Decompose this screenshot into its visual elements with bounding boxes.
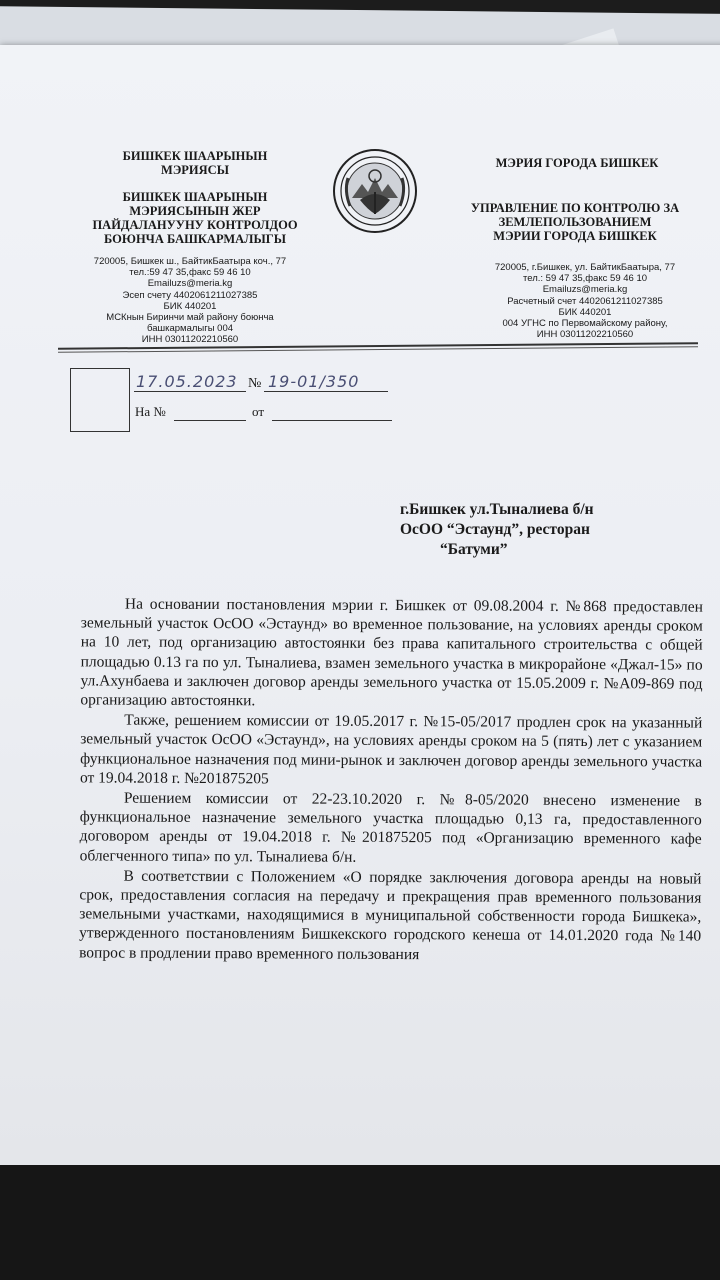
reference-date-line — [272, 420, 392, 421]
dark-table-surface — [0, 1165, 720, 1280]
left-contact-details — [65, 256, 315, 346]
right-detail-inn: ИНН 03011202210560 — [536, 329, 634, 341]
left-subtitle-line-2: МЭРИЯСЫНЫН ЖЕР — [129, 204, 261, 218]
paragraph-2: Также, решением комиссии от 19.05.2017 г. №15-05/2017 продлен срок на указанный земельный участок ОсОО «Эстаунд», на условиях аренды сроком на 5 (пять) лет с указанием функциональное назначения под мини-рынок и заключен договор аренды земельного участка от 19.04.2018 г. №201875205 — [79, 711, 703, 788]
right-contact-details — [470, 262, 700, 340]
letter-body — [79, 594, 703, 966]
left-detail-bik: БИК 440201 — [163, 300, 217, 312]
number-sign: № — [248, 376, 262, 391]
right-subtitle-line-3: МЭРИИ ГОРОДА БИШКЕК — [493, 229, 657, 243]
stamp-box — [70, 368, 130, 432]
address-line-3: “Батуми” — [440, 541, 508, 558]
right-header-subtitle — [455, 201, 695, 243]
right-detail-email: Emailuzs@meria.kg — [542, 284, 628, 296]
left-detail-tax-office-1: МСКнын Биринчи май району боюнча — [106, 312, 274, 324]
date-underline — [134, 391, 246, 392]
outgoing-number: 19-01/350 — [268, 372, 360, 391]
left-detail-phone: тел.:59 47 35,факс 59 46 10 — [129, 267, 251, 279]
left-title-line-2: МЭРИЯСЫ — [161, 163, 229, 177]
left-detail-inn: ИНН 03011202210560 — [141, 334, 239, 346]
recipient-address — [400, 500, 700, 560]
left-detail-address: 720005, Бишкек ш., БайтикБаатыра коч., 77 — [93, 256, 287, 267]
right-subtitle-line-1: УПРАВЛЕНИЕ ПО КОНТРОЛЮ ЗА — [470, 201, 680, 215]
address-line-2: ОсОО “Эстаунд”, ресторан — [400, 521, 590, 538]
right-detail-address: 720005, г.Бишкек, ул. БайтикБаатыра, 77 — [494, 262, 676, 273]
outgoing-date: 17.05.2023 — [136, 372, 238, 391]
left-subtitle-line-4: БОЮНЧА БАШКАРМАЛЫГЫ — [103, 232, 286, 246]
address-line-1: г.Бишкек ул.Тыналиева б/н — [400, 501, 594, 518]
right-detail-bik: БИК 440201 — [558, 306, 612, 318]
left-detail-email: Emailuzs@meria.kg — [147, 278, 233, 290]
paragraph-1: На основании постановления мэрии г. Бишкек от 09.08.2004 г. №868 предоставлен земельный участок ОсОО «Эстаунд» во временное пользование, на условиях аренды сроком на 10 лет, под организацию автостоянки без права капитального строительства с общей площадью 0.13 га по ул. Тыналиева, взамен земельного участка в микрорайоне «Джал-15» по ул.Ахунбаева и заключен договор аренды земельного участка от 15.05.2009 г. №А09-869 под организацию автостоянки. — [80, 595, 703, 710]
left-subtitle-line-1: БИШКЕК ШААРЫНЫН — [122, 190, 268, 204]
paragraph-4: В соответствии с Положением «О порядке заключения договора аренды на новый срок, предоставления согласия на передачу и прекращения прав временного пользования земельными участками, находящимися в муниципальной собственности города Бишкека», утвержденного постановлениям Бишкекского городского кенеша от 14.01.2020 года №140 вопрос в продлении право временного пользования — [79, 867, 702, 963]
right-detail-tax-office: 004 УГНС по Первомайскому району, — [502, 318, 668, 330]
left-header-title — [80, 149, 310, 177]
reference-number-label: На № — [135, 404, 166, 419]
right-detail-phone: тел.: 59 47 35,факс 59 46 10 — [522, 273, 648, 285]
right-header-title: МЭРИЯ ГОРОДА БИШКЕК — [495, 156, 659, 170]
left-subtitle-line-3: ПАЙДАЛАНУУНУ КОНТРОЛДОО — [92, 218, 298, 232]
reference-number-line — [174, 420, 246, 421]
number-underline — [264, 391, 388, 392]
left-detail-tax-office-2: башкармалыгы 004 — [146, 323, 234, 335]
paragraph-3: Решением комиссии от 22-23.10.2020 г. №8-05/2020 внесено изменение в функциональное назначение земельного участка площадью 0,13 га, предоставленного договором аренды от 19.04.2018 г. №201875205 под «Организацию временного кафе облегченного типа» по ул. Тыналиева б/н. — [79, 789, 702, 866]
kyrgyz-emblem-icon — [332, 148, 418, 234]
left-header-subtitle — [60, 190, 330, 246]
right-detail-account: Расчетный счет 4402061211027385 — [507, 295, 663, 307]
left-detail-account: Эсеп счету 4402061211027385 — [122, 289, 258, 301]
left-title-line-1: БИШКЕК ШААРЫНЫН — [122, 149, 268, 163]
reference-date-label: от — [252, 404, 265, 419]
right-subtitle-line-2: ЗЕМЛЕПОЛЬЗОВАНИЕМ — [498, 215, 652, 229]
